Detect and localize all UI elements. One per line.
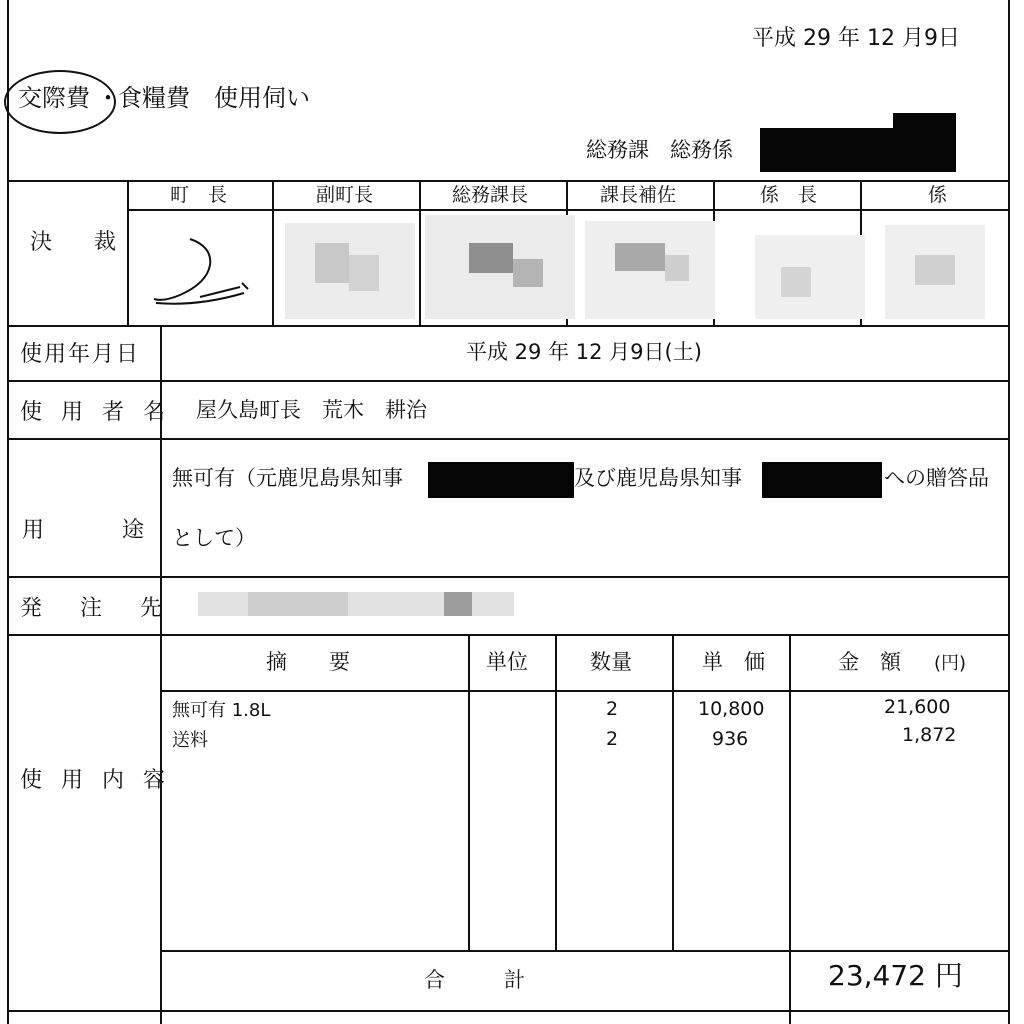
usage-date-value: 平成 29 年 12 月9日(土) — [466, 340, 702, 364]
item-2-qty: 2 — [606, 728, 619, 750]
total-row-line — [160, 950, 1010, 952]
department-name: 総務課 総務係 — [586, 138, 733, 162]
approval-header-mayor: 町 長 — [170, 184, 228, 206]
user-label: 使 用 者 名 — [20, 400, 171, 425]
redacted-former-governor — [428, 462, 574, 498]
total-label-b: 計 — [504, 968, 525, 992]
items-col-divider — [555, 634, 557, 950]
purpose-line1-part3: への贈答品 — [884, 466, 989, 490]
approval-header-assistant-chief: 課長補佐 — [600, 184, 677, 206]
row-line — [7, 576, 1010, 578]
bottom-line — [7, 1010, 1010, 1012]
vendor-label: 発 注 先 — [20, 596, 171, 621]
item-2-name: 送料 — [172, 730, 208, 751]
title-separator: ・ — [96, 84, 120, 112]
items-header-amount: 金 額 — [838, 650, 901, 674]
items-col-divider — [672, 634, 674, 950]
approval-header-deputy-mayor: 副町長 — [316, 184, 374, 206]
approval-label-divider — [127, 180, 129, 325]
frame-right — [1008, 0, 1010, 1024]
items-header-summary: 摘 要 — [266, 650, 350, 674]
details-label: 使 用 内 容 — [20, 768, 171, 793]
redacted-name-block — [760, 128, 956, 172]
approval-col-divider — [272, 180, 274, 325]
document-date: 平成 29 年 12 月9日 — [752, 26, 960, 51]
redacted-governor — [762, 462, 882, 498]
row-line — [7, 380, 1010, 382]
items-header-amount-unit: (円) — [934, 653, 967, 674]
items-header-line — [160, 690, 1010, 692]
redacted-name-block-top — [893, 113, 956, 131]
approval-header-line — [127, 209, 1010, 211]
items-header-unit: 単位 — [486, 650, 528, 674]
item-1-name: 無可有 1.8L — [172, 700, 271, 721]
item-2-amount: 1,872 — [902, 724, 957, 746]
total-value: 23,472 円 — [828, 959, 963, 992]
mayor-signature — [140, 225, 260, 315]
blurred-vendor-name — [198, 592, 514, 616]
frame-left — [7, 0, 9, 1024]
items-col-divider — [468, 634, 470, 950]
approval-header-staff: 係 — [928, 184, 948, 206]
approval-header-section-chief: 係 長 — [760, 184, 818, 206]
purpose-label-right: 途 — [122, 518, 149, 543]
title-entertainment-expenses: 交際費 — [18, 84, 90, 112]
approval-header-general-affairs-chief: 総務課長 — [452, 184, 529, 206]
item-1-unit-price: 10,800 — [698, 698, 765, 720]
purpose-line2: として） — [172, 526, 256, 550]
label-column-divider — [160, 325, 162, 1024]
user-value: 屋久島町長 荒木 耕治 — [196, 398, 427, 422]
items-header-qty: 数量 — [590, 650, 632, 674]
purpose-line1-part1: 無可有（元鹿児島県知事 — [172, 466, 403, 490]
row-line — [7, 325, 1010, 327]
item-2-unit-price: 936 — [712, 728, 749, 750]
purpose-line1-part2: 及び鹿児島県知事 — [574, 466, 742, 490]
item-1-amount: 21,600 — [884, 696, 951, 718]
total-label-a: 合 — [424, 968, 445, 992]
item-1-qty: 2 — [606, 698, 619, 720]
items-header-unit-price: 単 価 — [702, 650, 765, 674]
blurred-approval-stamps — [285, 215, 985, 325]
row-line — [7, 438, 1010, 440]
purpose-label-left: 用 — [22, 518, 49, 543]
usage-date-label: 使用年月日 — [20, 342, 141, 367]
approval-label: 決 裁 — [30, 230, 127, 255]
row-line — [7, 634, 1010, 636]
page-title: 食糧費 使用伺い — [118, 84, 310, 112]
items-col-divider — [789, 634, 791, 1024]
